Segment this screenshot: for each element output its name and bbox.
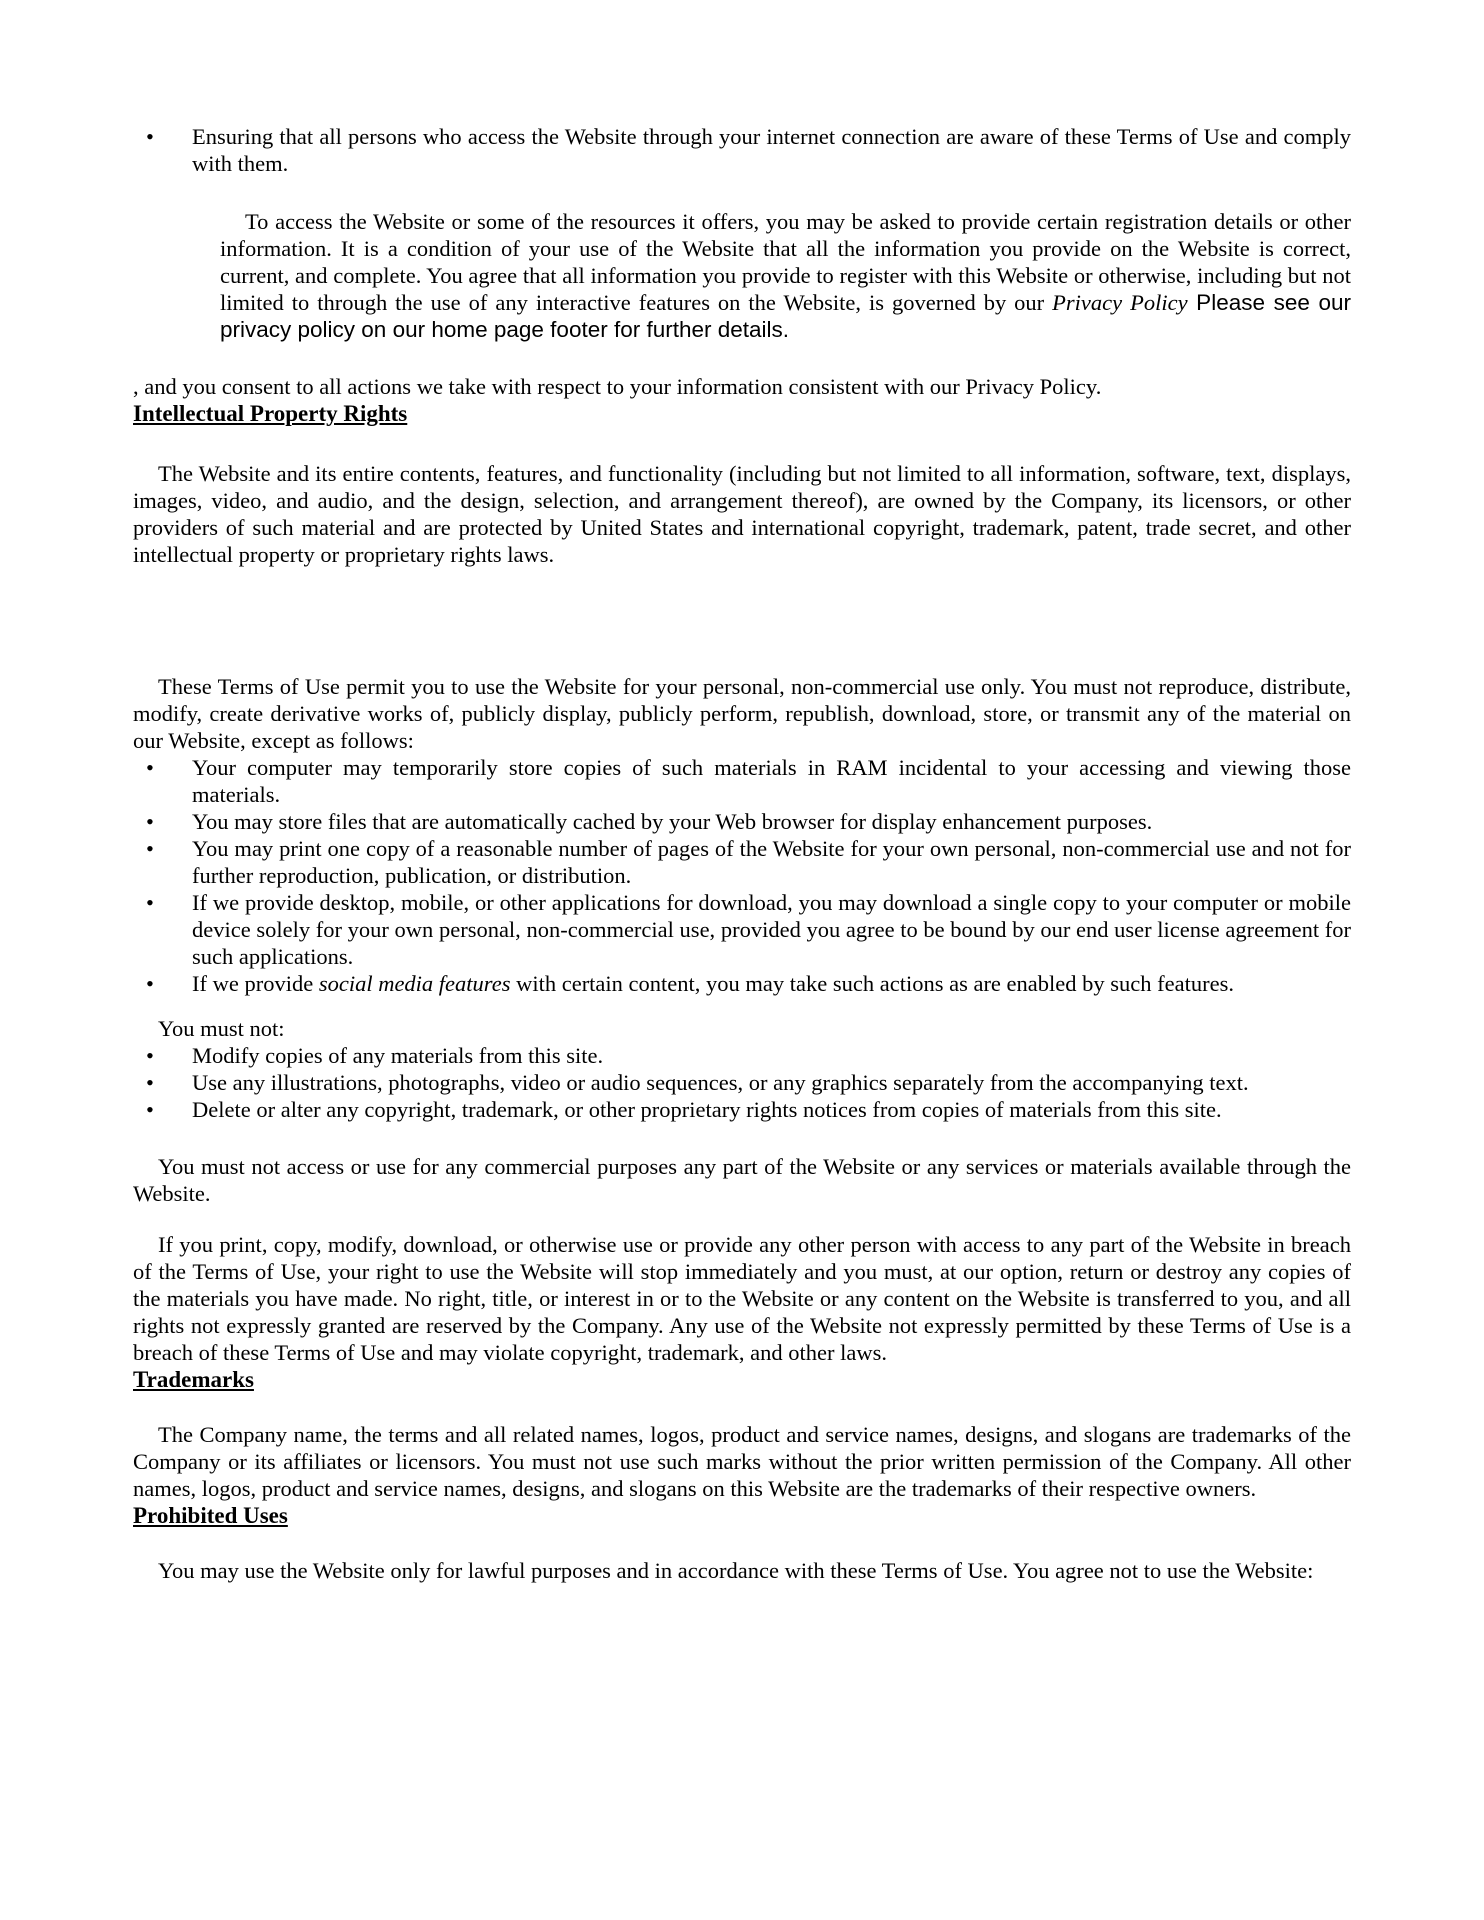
bullet-marker: • (146, 890, 154, 915)
list-item (133, 889, 1351, 970)
consent-paragraph: , and you consent to all actions we take with respect to your information consistent with our Privacy Policy. (133, 374, 1102, 399)
list-item-text (192, 809, 1152, 834)
permitted-use-bullet-list (133, 754, 1351, 997)
list-item-text (192, 836, 1351, 888)
breach-consequences-paragraph: If you print, copy, modify, download, or otherwise use or provide any other person with access to any part of the Website in breach of the Terms of Use, your right to use the Website will stop immediately and you must, at our option, return or destroy any copies of the materials you have made. No right, title, or interest in or to the Website or any content on the Website is transferred to you, and all rights not expressly granted are reserved by the Company. Any use of the Website not expressly permitted by these Terms of Use is a breach of these Terms of Use and may violate copyright, trademark, and other laws. (133, 1232, 1351, 1365)
italic-text-segment: Privacy Policy (1052, 290, 1188, 315)
text-segment: with certain content, you may take such actions as are enabled by such features. (510, 971, 1234, 996)
text-segment: Your computer may temporarily store copies of such materials in RAM incidental to your accessing and viewing those materials. (192, 755, 1351, 807)
bullet-marker: • (146, 1070, 154, 1095)
registration-paragraph (220, 208, 1351, 343)
text-segment: Ensuring that all persons who access the Website through your internet connection are aware of these Terms of Use and comply with them. (192, 124, 1351, 176)
text-segment: You may store files that are automatically cached by your Web browser for display enhancement purposes. (192, 809, 1153, 834)
permitted-use-paragraph: These Terms of Use permit you to use the Website for your personal, non-commercial use only. You must not reproduce, distribute, modify, create derivative works of, publicly display, publicly perform, republish, download, store, or transmit any of the material on our Website, except as follows: (133, 674, 1351, 753)
list-item (133, 808, 1351, 835)
sans-text-segment: Please see our privacy policy on our home page footer for further details. (220, 290, 1351, 342)
section-heading-prohibited-uses: Prohibited Uses (133, 1503, 288, 1528)
text-segment: Modify copies of any materials from this site. (192, 1043, 604, 1068)
bullet-marker: • (146, 1097, 154, 1122)
list-item-text (192, 1097, 1222, 1122)
list-item (133, 1096, 1351, 1123)
trademarks-paragraph: The Company name, the terms and all related names, logos, product and service names, designs, and slogans are trademarks of the Company or its affiliates or licensors. You must not use such marks without the prior written permission of the Company. All other names, logos, product and service names, designs, and slogans on this Website are the trademarks of their respective owners. (133, 1422, 1351, 1501)
list-item-text (192, 971, 1234, 996)
list-item-text (192, 1043, 603, 1068)
list-item (133, 754, 1351, 808)
must-not-bullet-list (133, 1042, 1351, 1123)
access-responsibility-bullet-list (133, 123, 1351, 177)
list-item (133, 1069, 1351, 1096)
text-segment: Use any illustrations, photographs, video or audio sequences, or any graphics separately from the accompanying text. (192, 1070, 1249, 1095)
list-item-text (192, 124, 1351, 176)
section-heading-intellectual-property-rights: Intellectual Property Rights (133, 401, 408, 426)
text-segment: You may print one copy of a reasonable number of pages of the Website for your own personal, non-commercial use and not for further reproduction, publication, or distribution. (192, 836, 1351, 888)
bullet-marker: • (146, 124, 154, 149)
text-segment: To access the Website or some of the resources it offers, you may be asked to provide certain registration details or other information. It is a condition of your use of the Website that all the information you provide on the Website is correct, current, and complete. You agree that all information you provide to register with this Website or otherwise, including but not limited to through the use of any interactive features on the Website, is governed by our (220, 209, 1351, 315)
must-not-intro-paragraph: You must not: (158, 1016, 285, 1041)
bullet-marker: • (146, 809, 154, 834)
ip-ownership-paragraph: The Website and its entire contents, features, and functionality (including but not limited to all information, software, text, displays, images, video, and audio, and the design, selection, and arrangement thereof), are owned by the Company, its licensors, or other providers of such material and are protected by United States and international copyright, trademark, patent, trade secret, and other intellectual property or proprietary rights laws. (133, 461, 1351, 567)
commercial-use-paragraph: You must not access or use for any commercial purposes any part of the Website or any services or materials available through the Website. (133, 1154, 1351, 1206)
italic-text-segment: social media features (318, 971, 511, 996)
list-item (133, 970, 1351, 997)
list-item (133, 835, 1351, 889)
text-segment: Delete or alter any copyright, trademark, or other proprietary rights notices from copies of materials from this site. (192, 1097, 1222, 1122)
bullet-marker: • (146, 971, 154, 996)
list-item-text (192, 755, 1351, 807)
text-segment: If we provide (192, 971, 319, 996)
bullet-marker: • (146, 836, 154, 861)
section-heading-trademarks: Trademarks (133, 1367, 254, 1392)
prohibited-uses-intro-paragraph: You may use the Website only for lawful purposes and in accordance with these Terms of Use. You agree not to use the Website: (158, 1558, 1314, 1583)
list-item-text (192, 890, 1351, 969)
list-item (133, 123, 1351, 177)
bullet-marker: • (146, 755, 154, 780)
list-item (133, 1042, 1351, 1069)
bullet-marker: • (146, 1043, 154, 1068)
list-item-text (192, 1070, 1249, 1095)
text-segment: If we provide desktop, mobile, or other applications for download, you may download a single copy to your computer or mobile device solely for your own personal, non-commercial use, provided you agree to be bound by our end user license agreement for such applications. (192, 890, 1351, 969)
